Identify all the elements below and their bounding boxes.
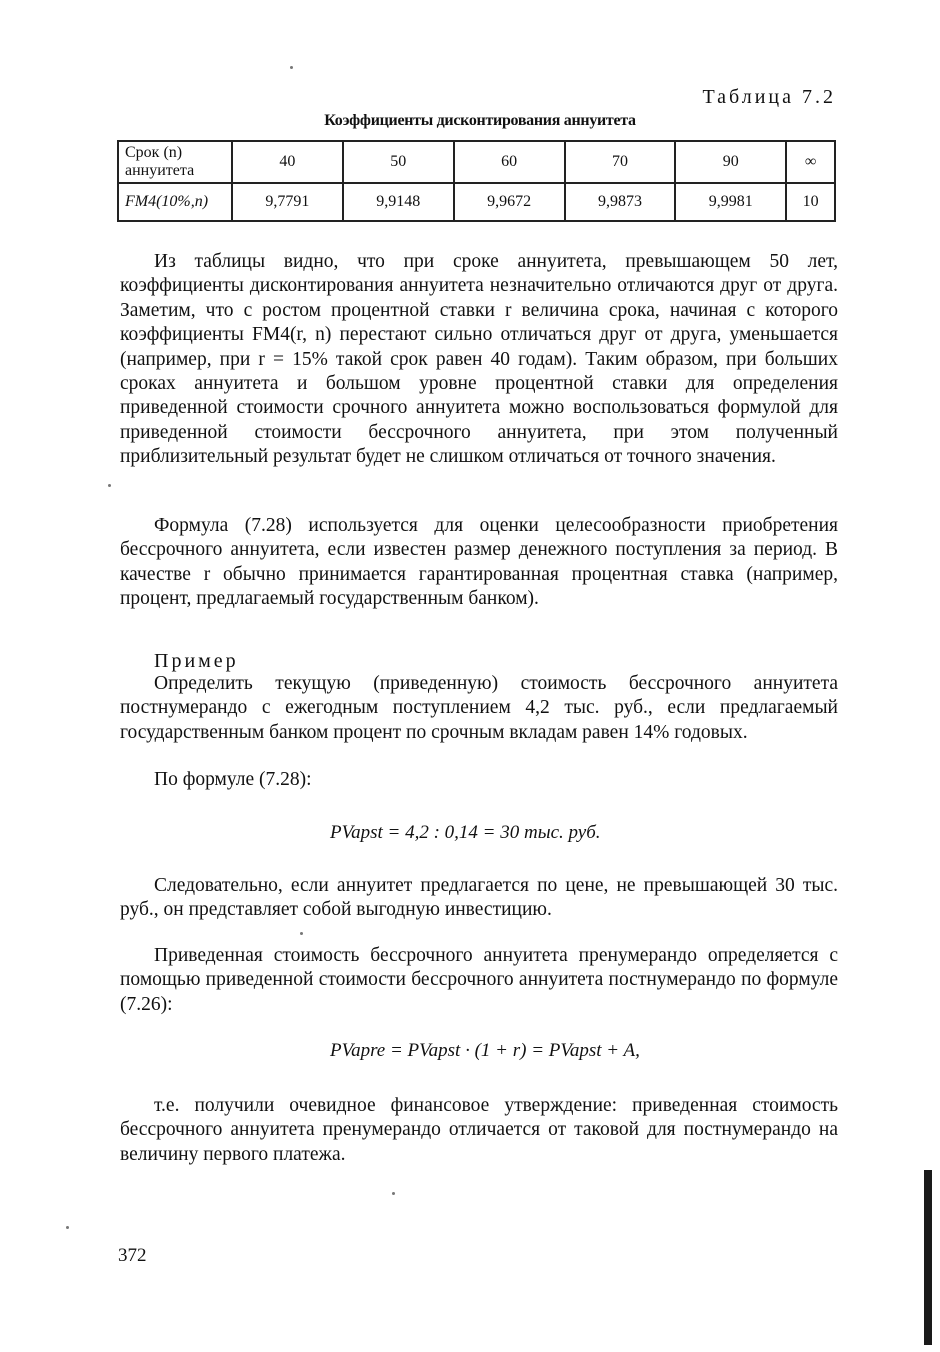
example-heading: Пример: [154, 650, 239, 672]
row-header-fm4: FM4(10%,n): [118, 183, 232, 221]
paragraph-prenumerando: [120, 944, 838, 1017]
value-cell: 10: [786, 183, 835, 221]
scan-edge-shadow: [924, 1170, 932, 1345]
value-cell: 9,9981: [675, 183, 786, 221]
table-title: Коэффициенты дисконтирования аннуитета: [324, 112, 636, 129]
term-cell: 90: [675, 141, 786, 183]
paragraph-text: Определить текущую (приведенную) стоимость бессрочного аннуитета постнумерандо с ежегодным поступлением 4,2 тыс. руб., если предлагаемый государственным банком процент по срочным вкладам равен 14% годовых.: [120, 673, 838, 743]
value-cell: 9,9672: [454, 183, 565, 221]
value-cell: 9,9148: [343, 183, 454, 221]
paragraph-conclusion: [120, 874, 838, 923]
paragraph-text: т.е. получили очевидное финансовое утверждение: приведенная стоимость бессрочного аннуитета пренумерандо отличается от таковой для постнумерандо на величину первого платежа.: [120, 1095, 838, 1165]
paragraph-final-statement: [120, 1094, 838, 1167]
paragraph-text: Следовательно, если аннуитет предлагается по цене, не превышающей 30 тыс. руб., он представляет собой выгодную инвестицию.: [120, 875, 838, 921]
row-header-term: Срок (n) аннуитета: [118, 141, 232, 183]
scan-speck: [290, 66, 293, 69]
scan-speck: [300, 932, 303, 935]
paragraph-table-analysis: [120, 250, 838, 470]
term-cell: 60: [454, 141, 565, 183]
term-cell: ∞: [786, 141, 835, 183]
table-row-terms: [118, 141, 835, 183]
page-number: 372: [118, 1245, 147, 1266]
formula-pv-prenumerando: PVapre = PVapst · (1 + r) = PVapst + A,: [330, 1040, 640, 1061]
value-cell: 9,7791: [232, 183, 343, 221]
discount-coefficients-table: [117, 140, 836, 222]
paragraph-text: Приведенная стоимость бессрочного аннуитета пренумерандо определяется с помощью приведенной стоимости бессрочного аннуитета постнумерандо по формуле (7.26):: [120, 945, 838, 1015]
paragraph-by-formula: [120, 768, 838, 792]
paragraph-text: По формуле (7.28):: [154, 769, 312, 790]
scan-speck: [108, 484, 111, 487]
value-cell: 9,9873: [565, 183, 676, 221]
paragraph-example-task: [120, 672, 838, 745]
paragraph-text: Из таблицы видно, что при сроке аннуитета, превышающем 50 лет, коэффициенты дисконтирования аннуитета незначительно отличаются друг от друга. Заметим, что с ростом процентной ставки r величина срока, начиная с которого коэффициенты FM4(r, n) перестают сильно отличаться друг от друга, уменьшается (например, при r = 15% такой срок равен 40 годам). Таким образом, при больших сроках аннуитета и большом уровне процентной ставки для определения приведенной стоимости срочного аннуитета можно воспользоваться формулой для приведенной стоимости бессрочного аннуитета, при этом полученный приблизительный результат будет не слишком отличаться от точного значения.: [120, 251, 838, 468]
scan-speck: [66, 1226, 69, 1229]
paragraph-formula-usage: [120, 514, 838, 612]
scan-speck: [392, 1192, 395, 1195]
term-cell: 70: [565, 141, 676, 183]
table-row-values: [118, 183, 835, 221]
term-cell: 40: [232, 141, 343, 183]
paragraph-text: Формула (7.28) используется для оценки целесообразности приобретения бессрочного аннуитета, если известен размер денежного поступления за период. В качестве r обычно принимается гарантированная процентная ставка (например, процент, предлагаемый государственным банком).: [120, 515, 838, 610]
term-cell: 50: [343, 141, 454, 183]
formula-pv-postnumerando: PVapst = 4,2 : 0,14 = 30 тыс. руб.: [330, 822, 601, 843]
table-number: Таблица 7.2: [702, 86, 836, 108]
